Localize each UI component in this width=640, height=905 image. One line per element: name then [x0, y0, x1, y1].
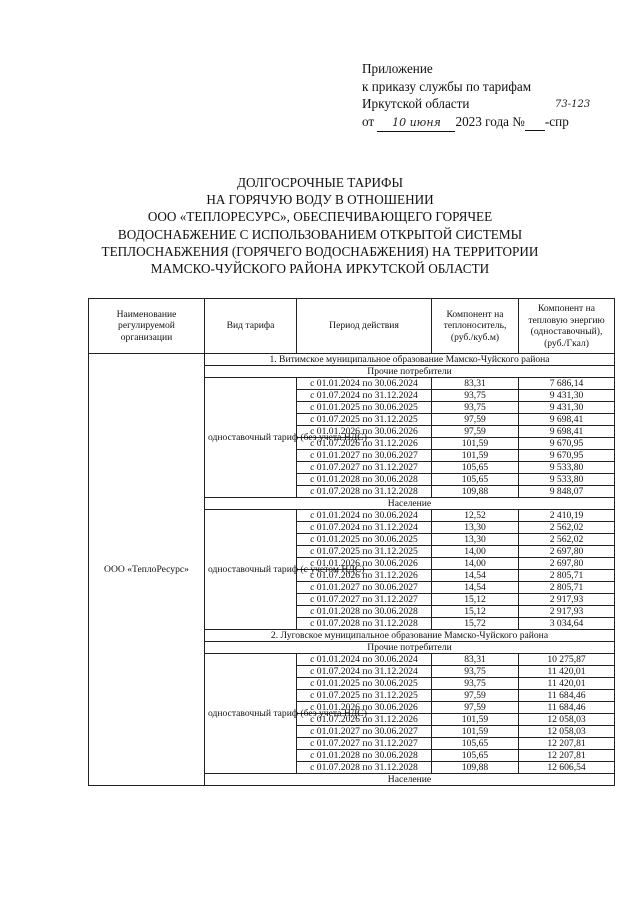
group-title: Население [205, 774, 615, 786]
header-period: Период действия [297, 299, 432, 354]
section-row [89, 354, 615, 366]
energy-value: 12 207,81 [519, 738, 615, 750]
header-organization: Наименование регулируемой организации [89, 299, 205, 354]
header-tariff-type: Вид тарифа [205, 299, 297, 354]
energy-value: 9 670,95 [519, 438, 615, 450]
period-cell: с 01.01.2024 по 30.06.2024 [297, 654, 432, 666]
tariff-type-cell: одноставочный тариф (без учета НДС) [205, 654, 297, 774]
period-cell: с 01.01.2025 по 30.06.2025 [297, 678, 432, 690]
carrier-value: 83,31 [432, 654, 519, 666]
carrier-value: 14,00 [432, 546, 519, 558]
period-cell: с 01.07.2026 по 31.12.2026 [297, 438, 432, 450]
carrier-value: 15,12 [432, 594, 519, 606]
carrier-value: 14,54 [432, 570, 519, 582]
energy-value: 9 698,41 [519, 426, 615, 438]
carrier-value: 105,65 [432, 462, 519, 474]
period-cell: с 01.07.2027 по 31.12.2027 [297, 594, 432, 606]
period-cell: с 01.01.2026 по 30.06.2026 [297, 426, 432, 438]
period-cell: с 01.01.2024 по 30.06.2024 [297, 510, 432, 522]
period-cell: с 01.01.2027 по 30.06.2027 [297, 582, 432, 594]
organization-cell: ООО «ТеплоРесурс» [89, 354, 205, 786]
carrier-value: 97,59 [432, 690, 519, 702]
carrier-value: 83,31 [432, 378, 519, 390]
header-energy-component: Компонент на тепловую энергию (одноставочный), (руб./Гкал) [519, 299, 615, 354]
energy-value: 12 207,81 [519, 750, 615, 762]
period-cell: с 01.01.2026 по 30.06.2026 [297, 702, 432, 714]
energy-value: 2 562,02 [519, 534, 615, 546]
energy-value: 9 848,07 [519, 486, 615, 498]
carrier-value: 93,75 [432, 678, 519, 690]
date-underline [377, 113, 455, 133]
tariff-table [88, 298, 615, 786]
period-cell: с 01.07.2024 по 31.12.2024 [297, 666, 432, 678]
energy-value: 7 686,14 [519, 378, 615, 390]
period-cell: с 01.07.2028 по 31.12.2028 [297, 618, 432, 630]
period-cell: с 01.01.2028 по 30.06.2028 [297, 750, 432, 762]
title-line: НА ГОРЯЧУЮ ВОДУ В ОТНОШЕНИИ [206, 192, 434, 208]
period-cell: с 01.01.2026 по 30.06.2026 [297, 558, 432, 570]
energy-value: 9 431,30 [519, 402, 615, 414]
appendix-line-1: Приложение [362, 61, 433, 76]
carrier-value: 14,54 [432, 582, 519, 594]
carrier-value: 101,59 [432, 726, 519, 738]
tariff-type-cell: одноставочный тариф (без учета НДС) [205, 378, 297, 498]
period-cell: с 01.01.2028 по 30.06.2028 [297, 606, 432, 618]
carrier-value: 97,59 [432, 426, 519, 438]
energy-value: 2 917,93 [519, 606, 615, 618]
title-line: ВОДОСНАБЖЕНИЕ С ИСПОЛЬЗОВАНИЕМ ОТКРЫТОЙ СИСТЕМЫ [117, 226, 523, 242]
energy-value: 2 917,93 [519, 594, 615, 606]
period-cell: с 01.01.2027 по 30.06.2027 [297, 726, 432, 738]
appendix-line-3: Иркутской области [362, 96, 470, 111]
appendix-block [362, 60, 612, 132]
energy-value: 12 606,54 [519, 762, 615, 774]
carrier-value: 15,12 [432, 606, 519, 618]
carrier-value: 101,59 [432, 714, 519, 726]
carrier-value: 109,88 [432, 486, 519, 498]
carrier-value: 93,75 [432, 402, 519, 414]
year-text: 2023 года № [455, 113, 525, 129]
energy-value: 11 420,01 [519, 666, 615, 678]
period-cell: с 01.07.2028 по 31.12.2028 [297, 486, 432, 498]
carrier-value: 13,30 [432, 534, 519, 546]
section-title: 1. Витимское муниципальное образование Мамско-Чуйского района [205, 354, 615, 366]
group-title: Прочие потребители [205, 642, 615, 654]
appendix-date-line [362, 113, 612, 133]
carrier-value: 105,65 [432, 738, 519, 750]
carrier-value: 105,65 [432, 750, 519, 762]
period-cell: с 01.07.2025 по 31.12.2025 [297, 690, 432, 702]
energy-value: 2 562,02 [519, 522, 615, 534]
energy-value: 11 684,46 [519, 702, 615, 714]
carrier-value: 93,75 [432, 390, 519, 402]
carrier-value: 109,88 [432, 762, 519, 774]
energy-value: 2 697,80 [519, 558, 615, 570]
energy-value: 3 034,64 [519, 618, 615, 630]
energy-value: 11 684,46 [519, 690, 615, 702]
carrier-value: 105,65 [432, 474, 519, 486]
energy-value: 9 698,41 [519, 414, 615, 426]
energy-value: 12 058,03 [519, 726, 615, 738]
header-carrier-component: Компонент на теплоноситель, (руб./куб.м) [432, 299, 519, 354]
order-suffix: -спр [544, 113, 569, 129]
appendix-line-2: к приказу службы по тарифам [362, 78, 532, 94]
carrier-value: 101,59 [432, 438, 519, 450]
handwritten-date: 10 июня [392, 115, 441, 129]
period-cell: с 01.07.2027 по 31.12.2027 [297, 462, 432, 474]
energy-value: 9 431,30 [519, 390, 615, 402]
energy-value: 2 805,71 [519, 582, 615, 594]
carrier-value: 101,59 [432, 450, 519, 462]
document-title [80, 174, 560, 277]
energy-value: 9 533,80 [519, 474, 615, 486]
number-underline [525, 113, 545, 132]
energy-value: 2 410,19 [519, 510, 615, 522]
energy-value: 12 058,03 [519, 714, 615, 726]
carrier-value: 15,72 [432, 618, 519, 630]
carrier-value: 97,59 [432, 414, 519, 426]
period-cell: с 01.07.2025 по 31.12.2025 [297, 414, 432, 426]
carrier-value: 13,30 [432, 522, 519, 534]
energy-value: 10 275,87 [519, 654, 615, 666]
title-line: МАМСКО-ЧУЙСКОГО РАЙОНА ИРКУТСКОЙ ОБЛАСТИ [150, 261, 490, 277]
period-cell: с 01.01.2027 по 30.06.2027 [297, 450, 432, 462]
group-title: Население [205, 498, 615, 510]
tariff-type-cell: одноставочный тариф (с учетом НДС) [205, 510, 297, 630]
period-cell: с 01.07.2027 по 31.12.2027 [297, 738, 432, 750]
group-title: Прочие потребители [205, 366, 615, 378]
energy-value: 9 670,95 [519, 450, 615, 462]
handwritten-order-number: 73-123 [555, 99, 591, 110]
date-prefix: от [362, 113, 375, 129]
table-header-row [89, 299, 615, 354]
carrier-value: 12,52 [432, 510, 519, 522]
period-cell: с 01.07.2026 по 31.12.2026 [297, 714, 432, 726]
period-cell: с 01.01.2024 по 30.06.2024 [297, 378, 432, 390]
energy-value: 9 533,80 [519, 462, 615, 474]
period-cell: с 01.07.2028 по 31.12.2028 [297, 762, 432, 774]
period-cell: с 01.01.2025 по 30.06.2025 [297, 534, 432, 546]
period-cell: с 01.01.2025 по 30.06.2025 [297, 402, 432, 414]
period-cell: с 01.01.2028 по 30.06.2028 [297, 474, 432, 486]
carrier-value: 97,59 [432, 702, 519, 714]
title-line: ДОЛГОСРОЧНЫЕ ТАРИФЫ [237, 175, 403, 190]
section-title: 2. Луговское муниципальное образование Мамско-Чуйского района [205, 630, 615, 642]
period-cell: с 01.07.2025 по 31.12.2025 [297, 546, 432, 558]
title-line: ООО «ТЕПЛОРЕСУРС», ОБЕСПЕЧИВАЮЩЕГО ГОРЯЧЕЕ [147, 209, 493, 225]
energy-value: 2 805,71 [519, 570, 615, 582]
period-cell: с 01.07.2024 по 31.12.2024 [297, 522, 432, 534]
period-cell: с 01.07.2026 по 31.12.2026 [297, 570, 432, 582]
title-line: ТЕПЛОСНАБЖЕНИЯ (ГОРЯЧЕГО ВОДОСНАБЖЕНИЯ) НА ТЕРРИТОРИИ [101, 243, 539, 259]
energy-value: 11 420,01 [519, 678, 615, 690]
carrier-value: 93,75 [432, 666, 519, 678]
energy-value: 2 697,80 [519, 546, 615, 558]
carrier-value: 14,00 [432, 558, 519, 570]
period-cell: с 01.07.2024 по 31.12.2024 [297, 390, 432, 402]
